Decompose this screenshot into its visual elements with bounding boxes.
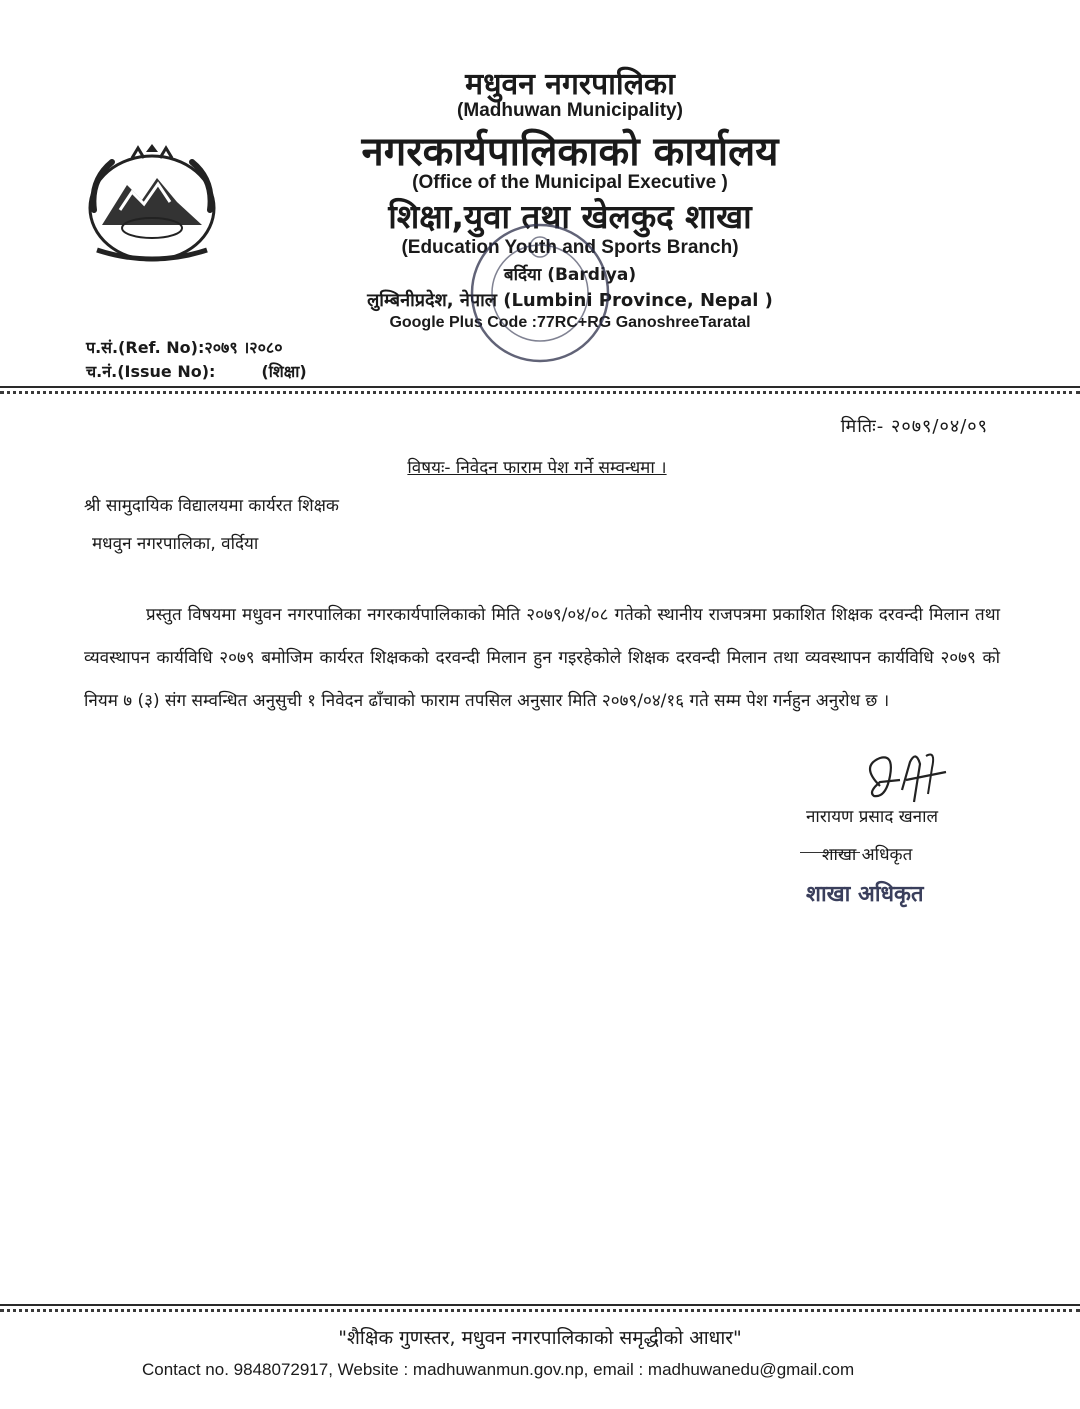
header-divider-dotted — [0, 391, 1080, 394]
footer-slogan: "शैक्षिक गुणस्तर, मधुवन नगरपालिकाको समृद्धीको आधार" — [338, 1327, 742, 1349]
letter-body — [84, 594, 1000, 723]
municipality-name-en: (Madhuwan Municipality) — [457, 100, 683, 121]
signatory-title-stamp: शाखा अधिकृत — [806, 882, 924, 907]
header-divider — [0, 386, 1080, 388]
addressee-line-2: मधवुन नगरपालिका, वर्दिया — [92, 534, 259, 554]
district-line: बर्दिया (Bardiya) — [503, 265, 637, 285]
issue-number-label: च.नं.(Issue No): — [86, 362, 216, 381]
signatory-name: नारायण प्रसाद खनाल — [806, 807, 939, 827]
nepal-emblem-icon — [72, 140, 232, 270]
province-line: लुम्बिनीप्रदेश, नेपाल (Lumbini Province, Nepal ) — [367, 290, 773, 311]
issue-number-row — [86, 360, 307, 382]
letter-subject — [0, 455, 1080, 478]
letter-body-text: प्रस्तुत विषयमा मधुवन नगरपालिका नगरकार्यपालिकाको मिति २०७९/०४/०८ गतेको स्थानीय राजपत्रमा प्रकाशित शिक्षक दरवन्दी मिलान तथा व्यवस्थापन कार्यविधि २०७९ बमोजिम कार्यरत शिक्षकको दरवन्दी मिलान हुन गइरहेकोले शिक्षक दरवन्दी मिलान तथा व्यवस्थापन कार्यविधि २०७९ को नियम ७ (३) संग सम्वन्धित अनुसुची १ निवेदन ढाँचाको फाराम तपसिल अनुसार मिति २०७९/०४/१६ गते सम्म पेश गर्नहुन अनुरोध छ । — [84, 605, 1000, 711]
footer-contact: Contact no. 9848072917, Website : madhuwanmun.gov.np, email : madhuwanedu@gmail.com — [142, 1360, 855, 1379]
signatory-title: शाखा अधिकृत — [822, 845, 913, 865]
footer-divider-dotted — [0, 1309, 1080, 1312]
footer-divider — [0, 1304, 1080, 1306]
addressee-line-1: श्री सामुदायिक विद्यालयमा कार्यरत शिक्षक — [84, 496, 339, 516]
office-name-en: (Office of the Municipal Executive ) — [412, 172, 728, 193]
plus-code-line: Google Plus Code :77RC+RG GanoshreeTaratal — [389, 314, 751, 331]
branch-name-en: (Education Youth and Sports Branch) — [401, 237, 739, 258]
office-name-np: नगरकार्यपालिकाको कार्यालय — [361, 129, 779, 175]
municipality-name-np: मधुवन नगरपालिका — [465, 67, 675, 102]
letter-subject-text: विषयः- निवेदन फाराम पेश गर्ने सम्वन्धमा । — [407, 458, 667, 478]
issue-department: (शिक्षा) — [261, 362, 307, 381]
office-stamp-icon — [465, 215, 615, 370]
reference-number: प.सं.(Ref. No):२०७९ ।२०८० — [86, 338, 283, 357]
branch-name-np: शिक्षा,युवा तथा खेलकुद शाखा — [388, 197, 752, 236]
letter-date: मितिः- २०७९/०४/०९ — [840, 416, 988, 437]
